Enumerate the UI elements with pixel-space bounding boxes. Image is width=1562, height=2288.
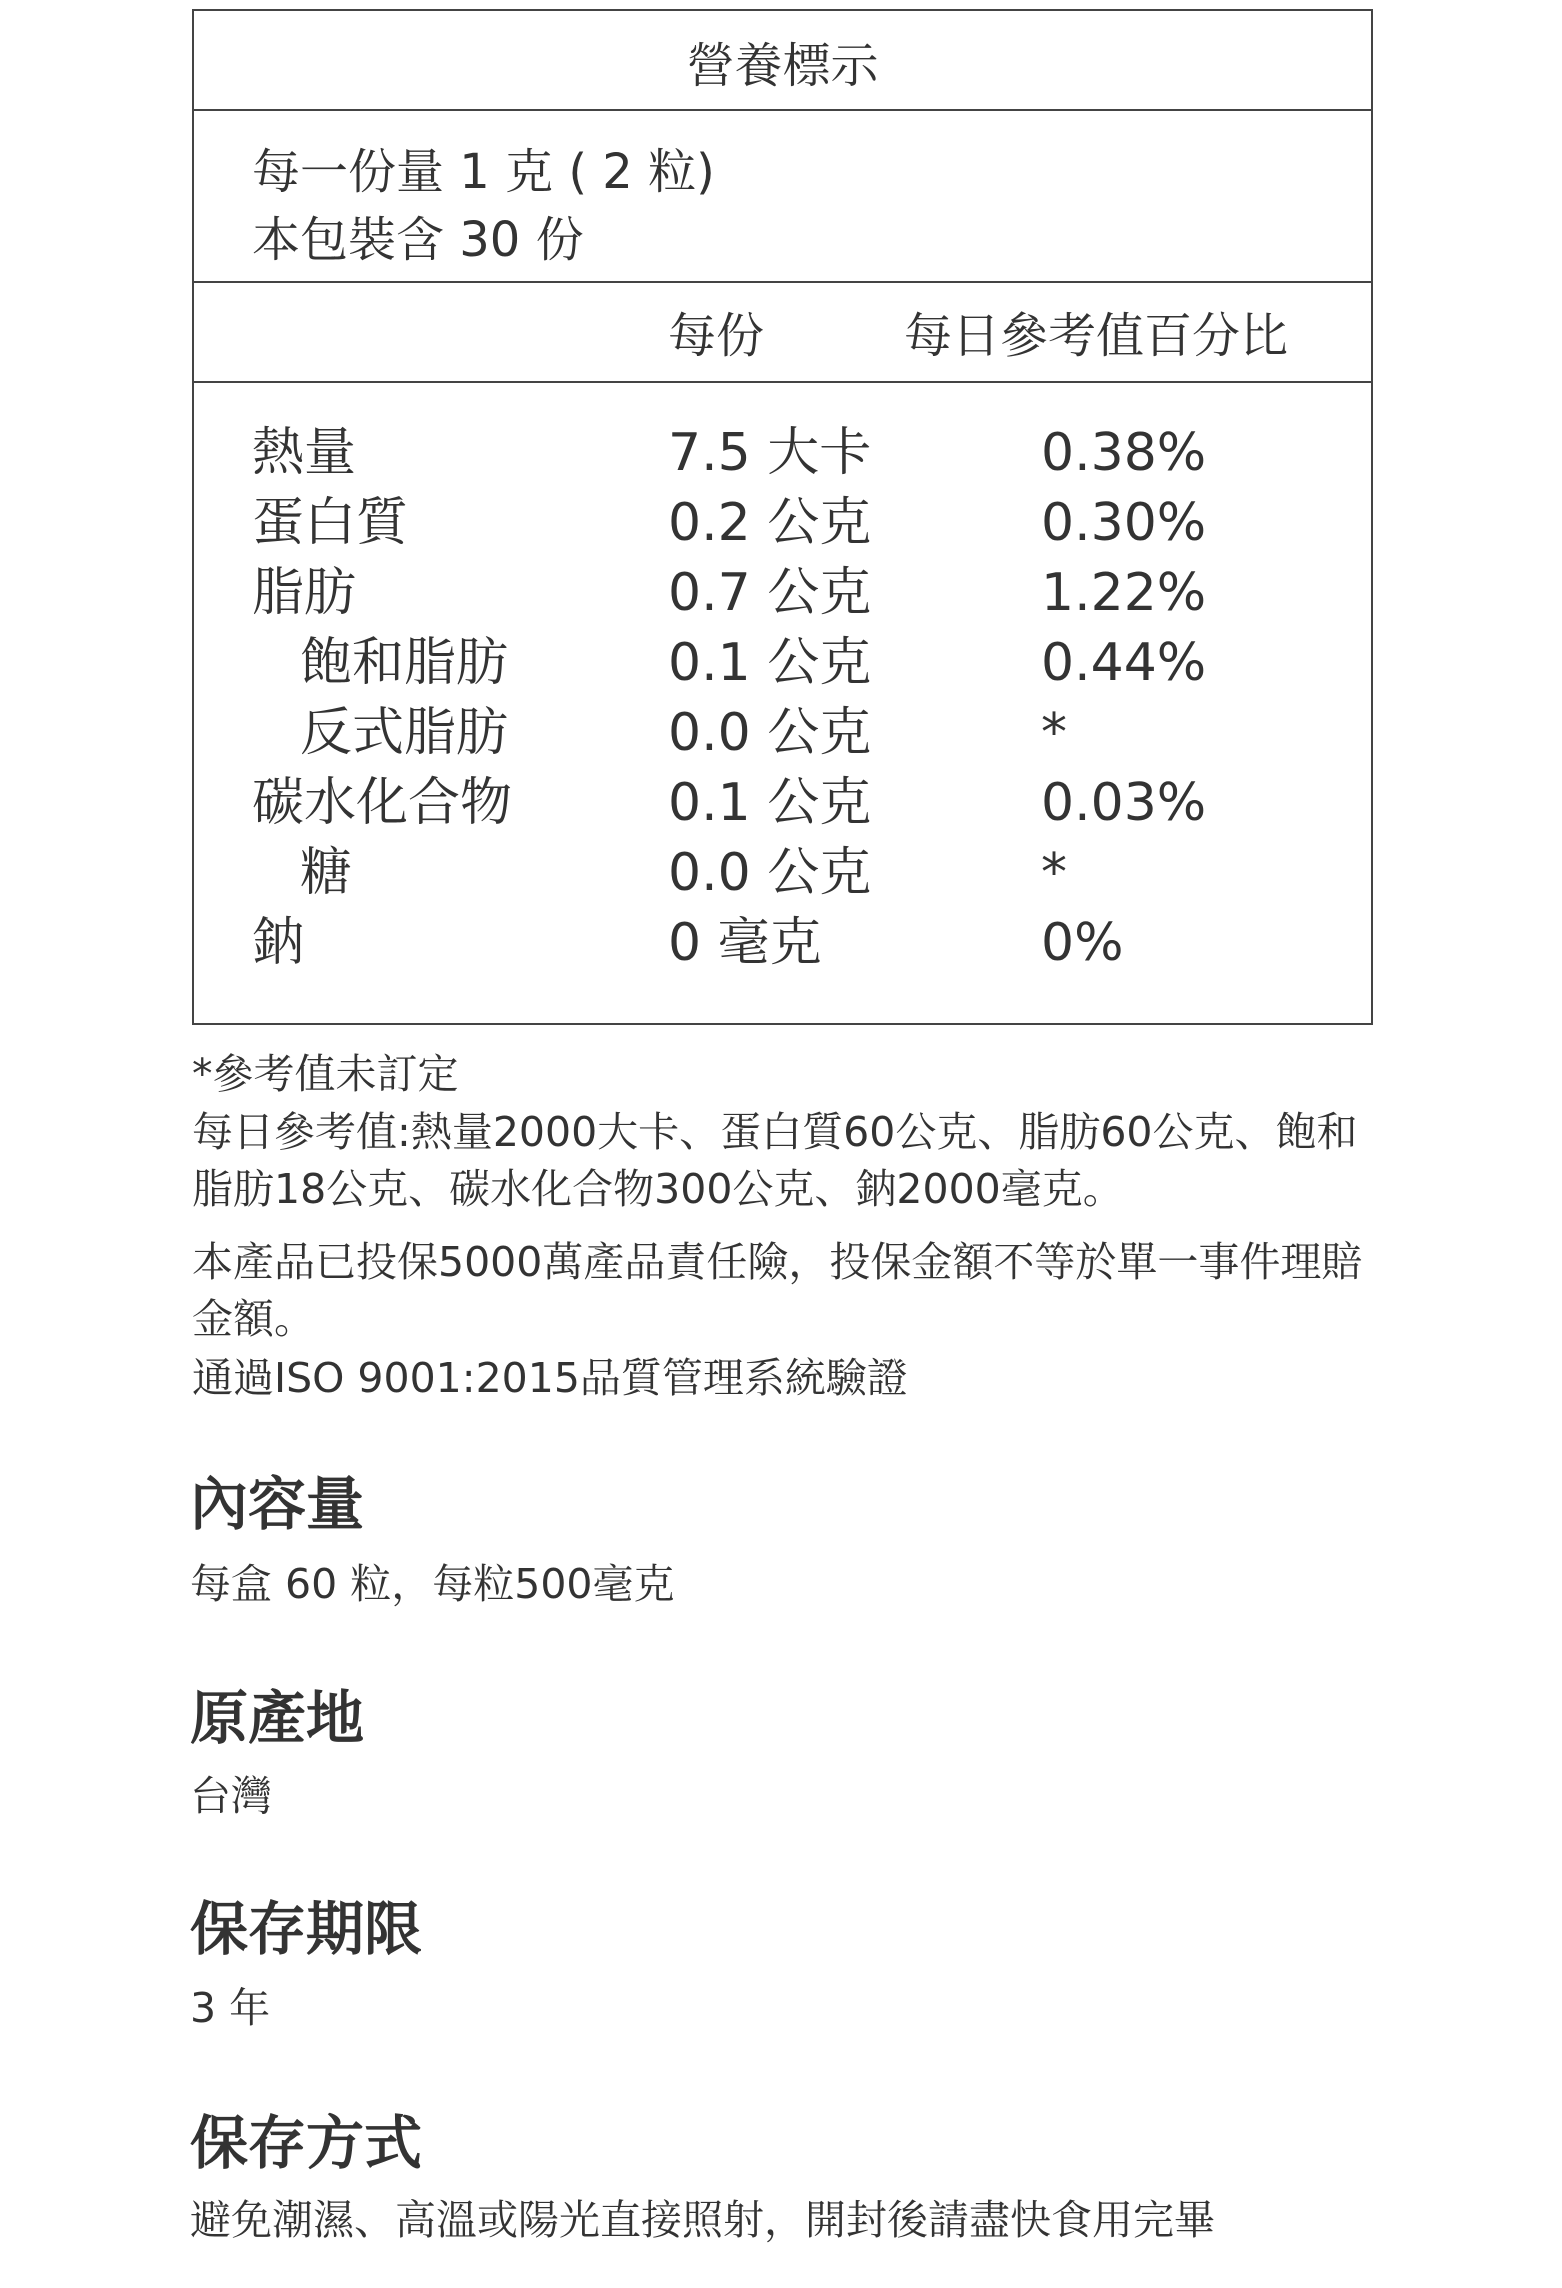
nutrient-name: 飽和脂肪 [300, 633, 509, 693]
section-text-contents: 每盒 60 粒，每粒500毫克 [190, 1560, 675, 1608]
insurance-note: 本產品已投保5000萬產品責任險，投保金額不等於單一事件理賠金額。 [192, 1238, 1363, 1343]
certification-note: 通過ISO 9001:2015品質管理系統驗證 [192, 1354, 908, 1402]
section-text-storage: 避免潮濕、高溫或陽光直接照射，開封後請盡快食用完畢 [190, 2196, 1215, 2244]
nutrient-row-carbohydrate [194, 768, 1371, 838]
nutrient-percent: 0.30% [1041, 493, 1207, 553]
nutrient-name: 脂肪 [252, 563, 357, 623]
nutrient-name: 反式脂肪 [300, 703, 509, 763]
section-heading-contents: 內容量 [190, 1470, 365, 1538]
divider [194, 281, 1371, 283]
nutrient-name: 糖 [300, 843, 353, 903]
nutrient-percent: 0% [1041, 913, 1124, 973]
nutrient-amount: 7.5 大卡 [668, 423, 872, 483]
nutrient-amount: 0.1 公克 [668, 773, 872, 833]
nutrient-percent: * [1041, 843, 1067, 903]
column-header-per-serving: 每份 [668, 308, 765, 364]
nutrient-name: 蛋白質 [252, 493, 409, 553]
section-heading-storage: 保存方式 [190, 2109, 423, 2177]
section-heading-origin: 原產地 [190, 1684, 365, 1752]
nutrient-row-calories [194, 418, 1371, 488]
column-header-daily-value: 每日參考值百分比 [904, 308, 1289, 364]
nutrient-percent: 1.22% [1041, 563, 1207, 623]
section-heading-shelf-life: 保存期限 [190, 1895, 423, 1963]
divider [194, 381, 1371, 383]
serving-size: 每一份量 1 克 ( 2 粒) [252, 144, 715, 200]
nutrition-panel-title: 營養標示 [686, 38, 879, 94]
section-text-shelf-life: 3 年 [190, 1984, 271, 2032]
nutrient-percent: 0.03% [1041, 773, 1207, 833]
footnote-undefined-reference: *參考值未訂定 [192, 1050, 459, 1098]
nutrient-percent: 0.38% [1041, 423, 1207, 483]
nutrient-percent: 0.44% [1041, 633, 1207, 693]
nutrient-amount: 0.7 公克 [668, 563, 872, 623]
nutrient-amount: 0.0 公克 [668, 703, 872, 763]
nutrient-row-fat [194, 558, 1371, 628]
nutrient-amount: 0.0 公克 [668, 843, 872, 903]
nutrient-name: 鈉 [252, 913, 305, 973]
divider [194, 109, 1371, 111]
servings-per-pack: 本包裝含 30 份 [252, 212, 584, 268]
nutrient-row-protein [194, 488, 1371, 558]
nutrient-row-sodium [194, 908, 1371, 978]
nutrient-row-sugar [194, 838, 1371, 908]
daily-values-note: 每日參考值:熱量2000大卡、蛋白質60公克、脂肪60公克、飽和脂肪18公克、碳水化合物300公克、鈉2000毫克。 [192, 1108, 1358, 1213]
nutrient-row-saturated-fat [194, 628, 1371, 698]
section-text-origin: 台灣 [190, 1772, 272, 1820]
nutrient-percent: * [1041, 703, 1067, 763]
nutrient-amount: 0.1 公克 [668, 633, 872, 693]
nutrient-name: 碳水化合物 [252, 773, 513, 833]
nutrient-name: 熱量 [252, 423, 357, 483]
nutrient-amount: 0 毫克 [668, 913, 822, 973]
nutrient-amount: 0.2 公克 [668, 493, 872, 553]
nutrition-facts-panel [192, 9, 1373, 1025]
nutrient-row-trans-fat [194, 698, 1371, 768]
